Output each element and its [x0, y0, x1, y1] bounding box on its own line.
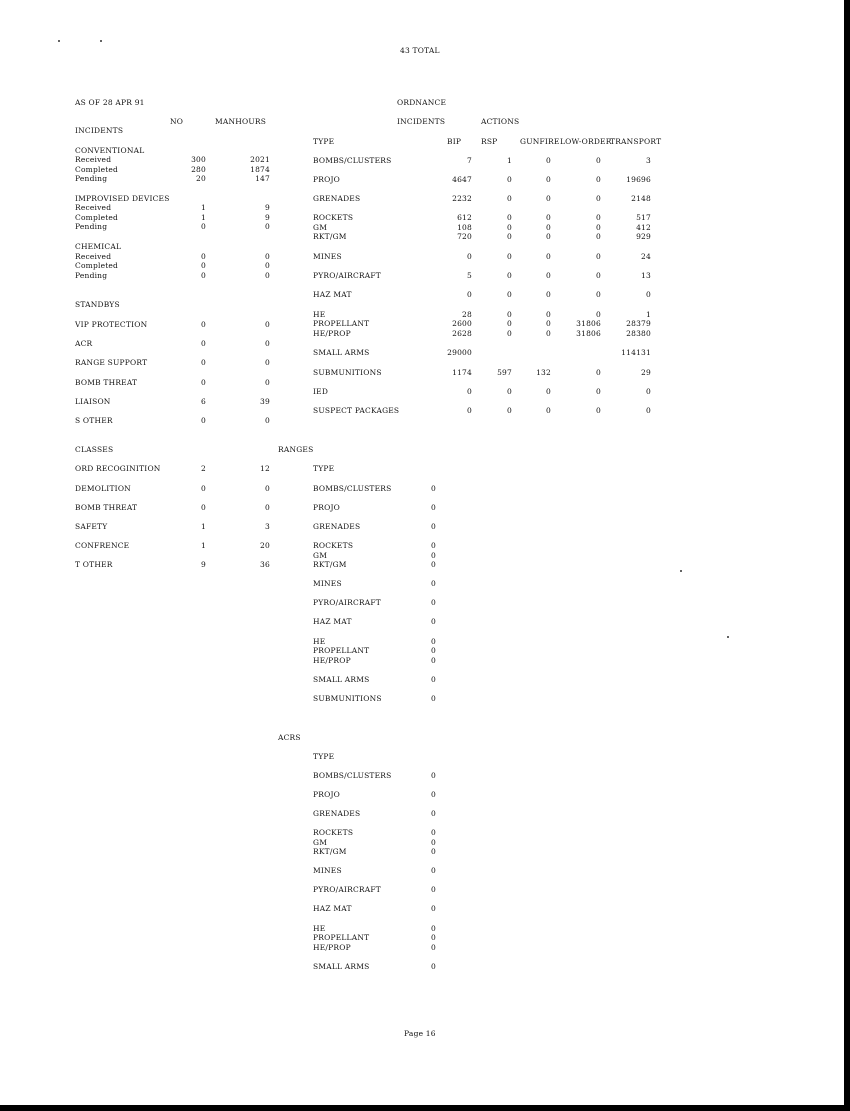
- acr-row-type: GRENADES: [313, 809, 361, 818]
- incident-row-no: 0: [201, 222, 206, 231]
- acr-row-type: HAZ MAT: [313, 904, 352, 913]
- ordnance-cell: 0: [546, 194, 551, 203]
- ordnance-column-header: BIP: [447, 137, 462, 146]
- standby-row-manhours: 39: [260, 397, 270, 406]
- range-row-value: 0: [431, 675, 436, 684]
- ordnance-cell: 0: [546, 232, 551, 241]
- incident-row-no: 300: [191, 155, 206, 164]
- ordnance-cell: 29: [641, 368, 651, 377]
- ordnance-row-type: HAZ MAT: [313, 290, 352, 299]
- range-row-value: 0: [431, 617, 436, 626]
- ordnance-cell: 28380: [626, 329, 651, 338]
- acr-row-type: SMALL ARMS: [313, 962, 370, 971]
- incident-row-label: Pending: [75, 174, 108, 183]
- ordnance-cell: 0: [507, 406, 512, 415]
- ordnance-cell: 0: [596, 290, 601, 299]
- incident-row-label: Received: [75, 203, 112, 212]
- ordnance-cell: 720: [457, 232, 472, 241]
- range-row-type: GRENADES: [313, 522, 361, 531]
- class-row-no: 0: [201, 503, 206, 512]
- standby-row-no: 0: [201, 339, 206, 348]
- ordnance-cell: 5: [467, 271, 472, 280]
- ordnance-row-type: SUBMUNITIONS: [313, 368, 382, 377]
- ordnance-row-type: GRENADES: [313, 194, 361, 203]
- ordnance-cell: 0: [507, 271, 512, 280]
- range-row-value: 0: [431, 484, 436, 493]
- standby-row-label: LIAISON: [75, 397, 111, 406]
- incident-row-no: 0: [201, 271, 206, 280]
- ordnance-cell: 0: [596, 271, 601, 280]
- ordnance-cell: 0: [646, 387, 651, 396]
- class-row-manhours: 36: [260, 560, 270, 569]
- range-row-type: SMALL ARMS: [313, 675, 370, 684]
- ordnance-row-type: BOMBS/CLUSTERS: [313, 156, 392, 165]
- ordnance-cell: 0: [546, 223, 551, 232]
- range-row-value: 0: [431, 503, 436, 512]
- acr-row-value: 0: [431, 809, 436, 818]
- ordnance-row-type: PYRO/AIRCRAFT: [313, 271, 381, 280]
- acrs-title: ACRS: [278, 733, 301, 742]
- ordnance-row-type: ROCKETS: [313, 213, 354, 222]
- acr-row-value: 0: [431, 943, 436, 952]
- scan-speck: [680, 570, 682, 572]
- acr-row-type: ROCKETS: [313, 828, 354, 837]
- class-row-label: DEMOLITION: [75, 484, 131, 493]
- ordnance-cell: 0: [546, 156, 551, 165]
- incident-row-manhours: 9: [265, 203, 270, 212]
- range-row-value: 0: [431, 551, 436, 560]
- acr-row-value: 0: [431, 904, 436, 913]
- ordnance-cell: 0: [596, 156, 601, 165]
- ordnance-cell: 0: [507, 175, 512, 184]
- range-row-type: HE: [313, 637, 326, 646]
- ordnance-cell: 3: [646, 156, 651, 165]
- range-row-value: 0: [431, 656, 436, 665]
- scan-edge-right: [844, 0, 850, 1111]
- class-row-manhours: 12: [260, 464, 270, 473]
- ordnance-column-header: TYPE: [313, 137, 335, 146]
- ordnance-row-type: SUSPECT PACKAGES: [313, 406, 400, 415]
- standby-row-no: 0: [201, 378, 206, 387]
- ordnance-cell: 0: [467, 387, 472, 396]
- standby-row-no: 0: [201, 320, 206, 329]
- standby-row-manhours: 0: [265, 358, 270, 367]
- col-manhours-header: MANHOURS: [215, 117, 267, 126]
- acr-row-type: GM: [313, 838, 328, 847]
- incident-row-label: Completed: [75, 213, 119, 222]
- ordnance-cell: 0: [546, 290, 551, 299]
- acrs-type-header: TYPE: [313, 752, 335, 761]
- fax-total: 43 TOTAL: [400, 46, 440, 55]
- ordnance-cell: 0: [596, 213, 601, 222]
- ordnance-cell: 0: [596, 310, 601, 319]
- ordnance-cell: 1174: [452, 368, 472, 377]
- ordnance-cell: 0: [546, 387, 551, 396]
- incident-row-no: 280: [191, 165, 206, 174]
- class-row-manhours: 0: [265, 503, 270, 512]
- incident-row-no: 0: [201, 252, 206, 261]
- incident-row-manhours: 0: [265, 252, 270, 261]
- ordnance-cell: 19696: [626, 175, 651, 184]
- acr-row-value: 0: [431, 771, 436, 780]
- incident-row-no: 1: [201, 203, 206, 212]
- ordnance-cell: 7: [467, 156, 472, 165]
- ordnance-cell: 13: [641, 271, 651, 280]
- incident-row-manhours: 0: [265, 271, 270, 280]
- class-row-no: 9: [201, 560, 206, 569]
- range-row-value: 0: [431, 579, 436, 588]
- classes-title: CLASSES: [75, 445, 114, 454]
- acr-row-value: 0: [431, 962, 436, 971]
- range-row-type: HAZ MAT: [313, 617, 352, 626]
- acr-row-type: PYRO/AIRCRAFT: [313, 885, 381, 894]
- acr-row-value: 0: [431, 838, 436, 847]
- ordnance-cell: 0: [507, 329, 512, 338]
- acr-row-type: PROJO: [313, 790, 340, 799]
- ordnance-row-type: HE/PROP: [313, 329, 351, 338]
- incident-row-label: Received: [75, 155, 112, 164]
- incident-row-no: 20: [196, 174, 206, 183]
- acr-row-value: 0: [431, 933, 436, 942]
- incident-row-label: Received: [75, 252, 112, 261]
- ordnance-title: ORDNANCE: [397, 98, 447, 107]
- standby-row-label: ACR: [75, 339, 93, 348]
- class-row-no: 1: [201, 541, 206, 550]
- ordnance-cell: 1: [507, 156, 512, 165]
- incident-group-title: CHEMICAL: [75, 242, 122, 251]
- scan-speck: [58, 40, 60, 42]
- ordnance-cell: 0: [646, 290, 651, 299]
- ordnance-cell: 0: [596, 194, 601, 203]
- ordnance-cell: 0: [467, 252, 472, 261]
- ordnance-row-type: MINES: [313, 252, 342, 261]
- ordnance-column-header: RSP: [481, 137, 498, 146]
- ordnance-cell: 0: [646, 406, 651, 415]
- range-row-value: 0: [431, 541, 436, 550]
- ordnance-cell: 929: [636, 232, 651, 241]
- standby-row-label: BOMB THREAT: [75, 378, 138, 387]
- ordnance-column-header: GUNFIRE: [520, 137, 560, 146]
- ordnance-cell: 412: [636, 223, 651, 232]
- incident-row-manhours: 0: [265, 222, 270, 231]
- acr-row-value: 0: [431, 866, 436, 875]
- range-row-type: HE/PROP: [313, 656, 351, 665]
- range-row-value: 0: [431, 694, 436, 703]
- ordnance-cell: 2232: [452, 194, 472, 203]
- ordnance-cell: 0: [546, 319, 551, 328]
- ordnance-cell: 597: [497, 368, 512, 377]
- ordnance-cell: 0: [596, 387, 601, 396]
- ordnance-incidents-header: INCIDENTS: [397, 117, 446, 126]
- standbys-title: STANDBYS: [75, 300, 120, 309]
- incident-row-label: Completed: [75, 165, 119, 174]
- incident-row-no: 1: [201, 213, 206, 222]
- incidents-header: INCIDENTS: [75, 126, 124, 135]
- class-row-no: 2: [201, 464, 206, 473]
- ordnance-cell: 0: [546, 175, 551, 184]
- ordnance-cell: 0: [467, 290, 472, 299]
- ordnance-cell: 2148: [631, 194, 651, 203]
- ordnance-actions-header: ACTIONS: [481, 117, 520, 126]
- ordnance-column-header: TRANSPORT: [610, 137, 662, 146]
- col-no-header: NO: [170, 117, 184, 126]
- incident-row-manhours: 0: [265, 261, 270, 270]
- ordnance-cell: 0: [546, 252, 551, 261]
- acr-row-type: BOMBS/CLUSTERS: [313, 771, 392, 780]
- ordnance-cell: 0: [507, 223, 512, 232]
- class-row-manhours: 3: [265, 522, 270, 531]
- ordnance-cell: 114131: [621, 348, 651, 357]
- scan-edge-bottom: [0, 1105, 850, 1111]
- range-row-type: GM: [313, 551, 328, 560]
- ordnance-cell: 2628: [452, 329, 472, 338]
- ordnance-cell: 0: [546, 329, 551, 338]
- ordnance-row-type: RKT/GM: [313, 232, 347, 241]
- ordnance-cell: 4647: [452, 175, 472, 184]
- ordnance-cell: 517: [636, 213, 651, 222]
- acr-row-value: 0: [431, 885, 436, 894]
- ordnance-cell: 28: [462, 310, 472, 319]
- acr-row-type: HE/PROP: [313, 943, 351, 952]
- acr-row-value: 0: [431, 828, 436, 837]
- class-row-label: T OTHER: [75, 560, 113, 569]
- standby-row-no: 0: [201, 416, 206, 425]
- ordnance-cell: 0: [467, 406, 472, 415]
- ranges-title: RANGES: [278, 445, 314, 454]
- ordnance-cell: 0: [546, 310, 551, 319]
- ordnance-cell: 0: [596, 232, 601, 241]
- page-number: Page 16: [404, 1029, 436, 1038]
- range-row-value: 0: [431, 522, 436, 531]
- standby-row-manhours: 0: [265, 339, 270, 348]
- range-row-value: 0: [431, 637, 436, 646]
- range-row-type: MINES: [313, 579, 342, 588]
- ordnance-cell: 0: [546, 406, 551, 415]
- standby-row-manhours: 0: [265, 320, 270, 329]
- scan-speck: [100, 40, 102, 42]
- incident-row-label: Pending: [75, 271, 108, 280]
- range-row-type: SUBMUNITIONS: [313, 694, 382, 703]
- ordnance-cell: 2600: [452, 319, 472, 328]
- standby-row-no: 0: [201, 358, 206, 367]
- ordnance-cell: 0: [596, 368, 601, 377]
- scan-speck: [727, 636, 729, 638]
- range-row-type: ROCKETS: [313, 541, 354, 550]
- standby-row-manhours: 0: [265, 378, 270, 387]
- standby-row-label: S OTHER: [75, 416, 113, 425]
- ordnance-cell: 0: [596, 252, 601, 261]
- incident-row-label: Pending: [75, 222, 108, 231]
- ordnance-row-type: SMALL ARMS: [313, 348, 370, 357]
- ordnance-cell: 0: [507, 252, 512, 261]
- ordnance-cell: 612: [457, 213, 472, 222]
- ordnance-cell: 0: [507, 194, 512, 203]
- ordnance-row-type: PROPELLANT: [313, 319, 370, 328]
- incident-row-no: 0: [201, 261, 206, 270]
- ordnance-row-type: GM: [313, 223, 328, 232]
- ordnance-row-type: IED: [313, 387, 329, 396]
- range-row-type: PROPELLANT: [313, 646, 370, 655]
- ranges-type-header: TYPE: [313, 464, 335, 473]
- acr-row-type: RKT/GM: [313, 847, 347, 856]
- incident-group-title: CONVENTIONAL: [75, 146, 145, 155]
- range-row-value: 0: [431, 560, 436, 569]
- standby-row-label: VIP PROTECTION: [75, 320, 148, 329]
- acr-row-value: 0: [431, 790, 436, 799]
- ordnance-cell: 0: [507, 387, 512, 396]
- ordnance-cell: 0: [596, 406, 601, 415]
- standby-row-label: RANGE SUPPORT: [75, 358, 148, 367]
- acr-row-type: HE: [313, 924, 326, 933]
- acr-row-type: PROPELLANT: [313, 933, 370, 942]
- ordnance-cell: 24: [641, 252, 651, 261]
- range-row-value: 0: [431, 598, 436, 607]
- ordnance-cell: 0: [596, 175, 601, 184]
- ordnance-row-type: HE: [313, 310, 326, 319]
- ordnance-cell: 0: [507, 213, 512, 222]
- class-row-manhours: 20: [260, 541, 270, 550]
- range-row-type: PROJO: [313, 503, 340, 512]
- incident-group-title: IMPROVISED DEVICES: [75, 194, 170, 203]
- ordnance-cell: 0: [596, 223, 601, 232]
- class-row-label: ORD RECOGINITION: [75, 464, 161, 473]
- ordnance-cell: 132: [536, 368, 551, 377]
- ordnance-cell: 0: [507, 310, 512, 319]
- ordnance-cell: 31806: [576, 329, 601, 338]
- ordnance-cell: 1: [646, 310, 651, 319]
- report-date: AS OF 28 APR 91: [75, 98, 145, 107]
- standby-row-manhours: 0: [265, 416, 270, 425]
- ordnance-cell: 0: [507, 290, 512, 299]
- incident-row-manhours: 9: [265, 213, 270, 222]
- acr-row-value: 0: [431, 847, 436, 856]
- ordnance-cell: 0: [546, 271, 551, 280]
- range-row-type: BOMBS/CLUSTERS: [313, 484, 392, 493]
- range-row-type: PYRO/AIRCRAFT: [313, 598, 381, 607]
- class-row-manhours: 0: [265, 484, 270, 493]
- acr-row-type: MINES: [313, 866, 342, 875]
- incident-row-manhours: 147: [255, 174, 270, 183]
- incident-row-label: Completed: [75, 261, 119, 270]
- ordnance-cell: 31806: [576, 319, 601, 328]
- ordnance-row-type: PROJO: [313, 175, 340, 184]
- incident-row-manhours: 2021: [250, 155, 270, 164]
- range-row-type: RKT/GM: [313, 560, 347, 569]
- incident-row-manhours: 1874: [250, 165, 270, 174]
- acr-row-value: 0: [431, 924, 436, 933]
- ordnance-cell: 0: [507, 232, 512, 241]
- ordnance-cell: 0: [546, 213, 551, 222]
- ordnance-cell: 29000: [447, 348, 472, 357]
- ordnance-column-header: LOW-ORDER: [560, 137, 612, 146]
- ordnance-cell: 28379: [626, 319, 651, 328]
- ordnance-cell: 0: [507, 319, 512, 328]
- class-row-label: BOMB THREAT: [75, 503, 138, 512]
- class-row-no: 1: [201, 522, 206, 531]
- class-row-label: SAFETY: [75, 522, 108, 531]
- range-row-value: 0: [431, 646, 436, 655]
- class-row-label: CONFRENCE: [75, 541, 130, 550]
- ordnance-cell: 108: [457, 223, 472, 232]
- class-row-no: 0: [201, 484, 206, 493]
- standby-row-no: 6: [201, 397, 206, 406]
